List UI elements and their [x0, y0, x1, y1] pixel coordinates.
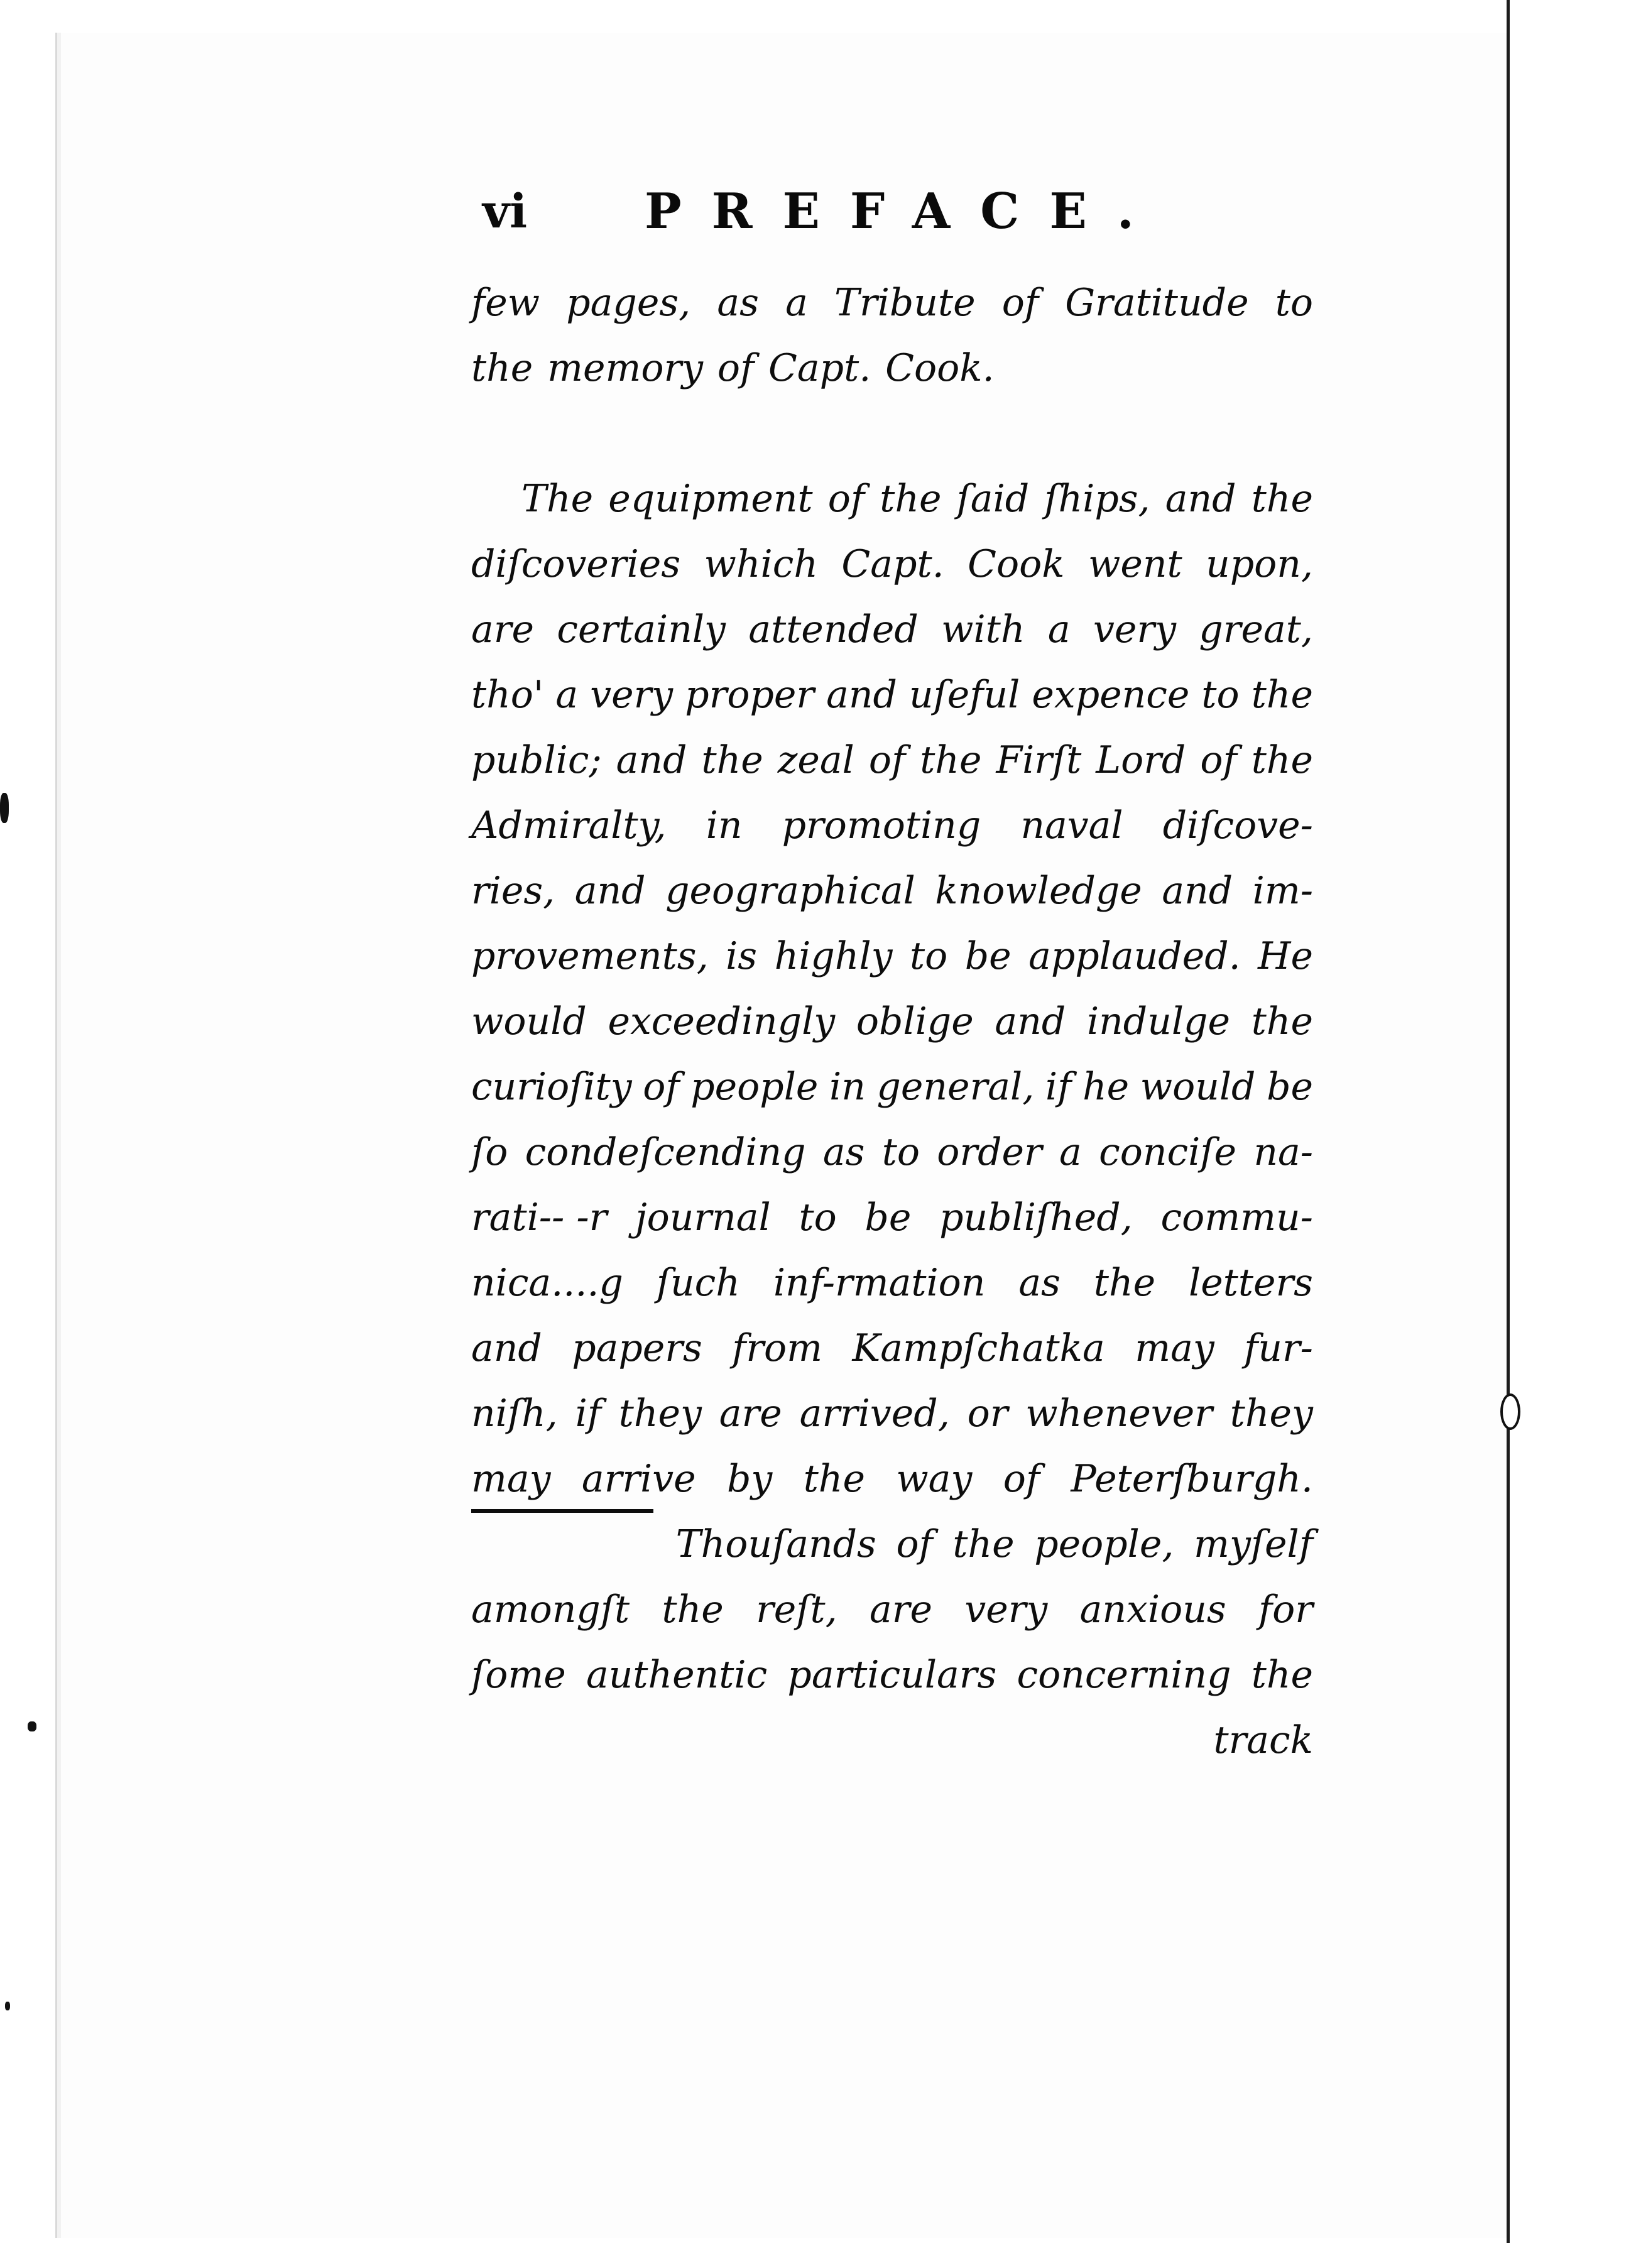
word: Capt. [768, 346, 871, 390]
text-line [471, 1512, 1313, 1577]
word: authentic [586, 1653, 768, 1697]
word: provements, [471, 934, 709, 978]
word: arrive [581, 1457, 696, 1501]
word: Capt. [841, 542, 944, 586]
word: the [1093, 1261, 1156, 1305]
word: of [896, 1522, 933, 1566]
word: Peterſburgh. [1071, 1457, 1313, 1501]
word: are [471, 608, 534, 652]
word: great, [1199, 608, 1313, 652]
word: be [1267, 1065, 1313, 1109]
running-head-title: PREFACE. [645, 183, 1164, 240]
word: amongſt [471, 1588, 630, 1632]
word: way [896, 1457, 973, 1501]
word: the [920, 738, 982, 782]
word: fur- [1244, 1326, 1313, 1370]
word: of [1200, 738, 1237, 782]
text-line [471, 270, 1313, 335]
word: attended [748, 608, 919, 652]
word: public; [471, 738, 602, 782]
word: zeal [777, 738, 854, 782]
word: the [701, 738, 763, 782]
word: Lord [1096, 738, 1186, 782]
word: and [995, 1000, 1066, 1044]
word: ſo [471, 1130, 508, 1174]
word: to [799, 1196, 837, 1240]
word: the [880, 477, 942, 521]
word: journal [635, 1196, 771, 1240]
word: the [1251, 738, 1313, 782]
word: promoting [782, 804, 981, 848]
word: the [952, 1522, 1015, 1566]
word: exceedingly [608, 1000, 836, 1044]
word: for [1258, 1588, 1313, 1632]
text-line [471, 1446, 1313, 1512]
word: Admiralty, [471, 804, 667, 848]
word: and [1162, 869, 1233, 913]
margin-speck [28, 1721, 36, 1731]
word: condeſcending [525, 1130, 806, 1174]
word: of [643, 1065, 680, 1109]
word: very [964, 1588, 1048, 1632]
word: oblige [856, 1000, 974, 1044]
word: upon, [1206, 542, 1313, 586]
word: in [706, 804, 743, 848]
word: commu- [1160, 1196, 1313, 1240]
word: curioſity [471, 1065, 632, 1109]
word: tho' [471, 673, 544, 717]
word: to [881, 1130, 920, 1174]
word: nica....g [471, 1261, 623, 1305]
word: papers [572, 1326, 702, 1370]
catchword: track [1213, 1718, 1313, 1762]
word: went [1088, 542, 1182, 586]
word: a [1047, 608, 1071, 652]
word: from [732, 1326, 823, 1370]
word: to [1201, 673, 1240, 717]
word: to [910, 934, 948, 978]
word: they [1230, 1392, 1313, 1436]
word: be [864, 1196, 912, 1240]
margin-speck [5, 2002, 10, 2010]
word: concerning [1017, 1653, 1231, 1697]
word: na- [1253, 1130, 1313, 1174]
word: of [1001, 281, 1039, 325]
text-line [471, 1185, 1313, 1250]
facing-page-edge [1507, 0, 1510, 2243]
text-line [471, 1642, 1313, 1708]
word: ſome [471, 1653, 566, 1697]
binding-mark [1500, 1393, 1520, 1430]
word: to [1275, 281, 1313, 325]
word: the [803, 1457, 865, 1501]
word: myſelf [1194, 1522, 1313, 1566]
word: Tribute [834, 281, 976, 325]
word: inf-rmation [773, 1261, 986, 1305]
word: would [471, 1000, 587, 1044]
word: rati-- -r [471, 1196, 608, 1240]
word: may [1135, 1326, 1214, 1370]
word: and [574, 869, 646, 913]
word: a [1059, 1130, 1082, 1174]
word: ſuch [656, 1261, 740, 1305]
running-header [483, 177, 1318, 246]
word: uſeful [908, 673, 1020, 717]
word: in [829, 1065, 866, 1109]
word: whenever [1025, 1392, 1213, 1436]
word: reſt, [756, 1588, 837, 1632]
word: as [1018, 1261, 1061, 1305]
word: by [727, 1457, 773, 1501]
word: He [1258, 934, 1313, 978]
word: if [1045, 1065, 1072, 1109]
word: which [704, 542, 818, 586]
word: the [662, 1588, 724, 1632]
word: certainly [557, 608, 726, 652]
word: ſhips, [1044, 477, 1150, 521]
word: particulars [787, 1653, 997, 1697]
text-line [471, 1054, 1313, 1120]
word: and [471, 1326, 542, 1370]
word: Firſt [996, 738, 1082, 782]
em-rule [471, 1509, 653, 1513]
word: Cook. [885, 346, 995, 390]
catchword-line [471, 1708, 1313, 1773]
word: knowledge [935, 869, 1142, 913]
word: would [1140, 1065, 1256, 1109]
page-number: vi [483, 185, 528, 239]
word: they [618, 1392, 702, 1436]
word: the [471, 346, 533, 390]
word: pages, [566, 281, 691, 325]
word: a [785, 281, 808, 325]
word: are [870, 1588, 932, 1632]
word: ſaid [956, 477, 1030, 521]
word: diſcoveries [471, 542, 681, 586]
text-line [471, 662, 1313, 728]
word: anxious [1079, 1588, 1226, 1632]
word: conciſe [1099, 1130, 1236, 1174]
word: highly [774, 934, 893, 978]
word: naval [1020, 804, 1123, 848]
word: arrived, [799, 1392, 950, 1436]
text-line [471, 466, 1313, 532]
word: niſh, [471, 1392, 558, 1436]
paragraph [471, 466, 1313, 1708]
word: very [590, 673, 673, 717]
text-line [471, 924, 1313, 989]
text-line [471, 597, 1313, 662]
word: of [868, 738, 906, 782]
text-line [471, 1316, 1313, 1381]
word: may [471, 1457, 551, 1501]
text-line [471, 793, 1313, 858]
text-line [471, 1381, 1313, 1446]
word: be [964, 934, 1012, 978]
text-line [471, 532, 1313, 597]
word: order [937, 1130, 1042, 1174]
text-line [471, 989, 1313, 1054]
word: as [717, 281, 759, 325]
word: are [719, 1392, 782, 1436]
word: of [827, 477, 865, 521]
word: applauded. [1028, 934, 1241, 978]
word: few [471, 281, 540, 325]
word: general, [876, 1065, 1035, 1109]
paragraph [471, 270, 1313, 401]
word: the [1251, 1000, 1313, 1044]
body-text [471, 270, 1313, 1773]
text-line [471, 1120, 1313, 1185]
word: people, [1034, 1522, 1174, 1566]
text-line [471, 858, 1313, 924]
word: proper [685, 673, 815, 717]
word: Cook [968, 542, 1065, 586]
word: the [1251, 477, 1313, 521]
word: indulge [1086, 1000, 1230, 1044]
word: Thouſands [675, 1522, 876, 1566]
word: with [941, 608, 1025, 652]
word: a [555, 673, 579, 717]
word: the [1251, 1653, 1313, 1697]
text-line [471, 1577, 1313, 1642]
word: equipment [608, 477, 813, 521]
word: Kampſchatka [852, 1326, 1105, 1370]
margin-speck [0, 793, 9, 823]
word: he [1082, 1065, 1130, 1109]
word: and [616, 738, 687, 782]
text-line [471, 335, 1313, 401]
word: im- [1252, 869, 1313, 913]
word: and [1165, 477, 1236, 521]
word: of [1003, 1457, 1040, 1501]
word: and [826, 673, 897, 717]
word: as [822, 1130, 865, 1174]
word: The [521, 477, 594, 521]
word: people [690, 1065, 819, 1109]
word: of [717, 346, 755, 390]
word: is [726, 934, 758, 978]
word: if [575, 1392, 601, 1436]
paragraph-break [471, 401, 1313, 466]
word: the [1251, 673, 1313, 717]
word: geographical [665, 869, 915, 913]
word: publiſhed, [939, 1196, 1133, 1240]
word: or [967, 1392, 1008, 1436]
word: expence [1032, 673, 1190, 717]
word: memory [547, 346, 704, 390]
word: very [1093, 608, 1176, 652]
word: ries, [471, 869, 555, 913]
text-line [471, 728, 1313, 793]
word: Gratitude [1065, 281, 1249, 325]
word: diſcove- [1162, 804, 1313, 848]
text-line [471, 1250, 1313, 1316]
word: letters [1189, 1261, 1313, 1305]
